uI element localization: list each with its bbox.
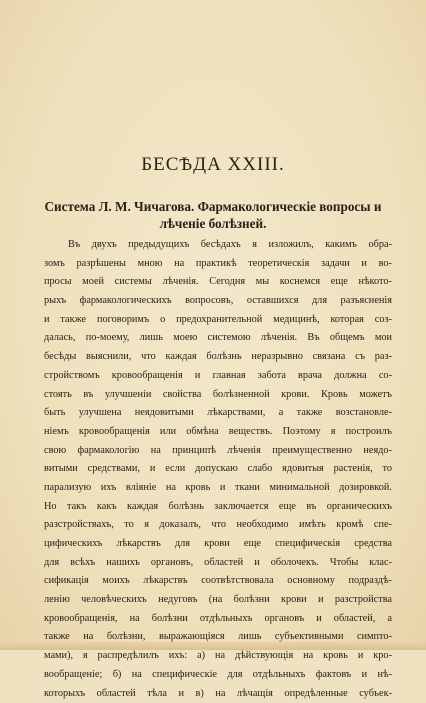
text-line: рыхъ фармакологическихъ вопросовъ, оставшихся для разъясненія — [44, 292, 392, 311]
text-line: витыми средствами, и если допускаю слабо ядовитыя растенія, то — [44, 460, 392, 479]
text-line: просы моей системы лѣченія. Сегодня мы коснемся еще нѣкото- — [44, 273, 392, 292]
text-line: Въ двухъ предыдущихъ бесѣдахъ я изложилъ, какимъ обра- — [44, 236, 392, 255]
text-line: зомъ разрѣшены мною на практикѣ теоретическія задачи и во- — [44, 255, 392, 274]
text-line: Но такъ какъ каждая болѣзнь заключается еще въ органическихъ — [44, 498, 392, 517]
chapter-subtitle: Система Л. М. Чичагова. Фармакологическіе вопросы и лѣченіе болѣзней. — [30, 198, 396, 232]
text-line: мами), я распредѣлилъ ихъ: а) на дѣйствующія на кровь и кро- — [44, 647, 392, 666]
chapter-heading: БЕСѢДА XXIII. — [0, 154, 426, 176]
text-line: быть улучшена неядовитыми лѣкарствами, а также возстановле- — [44, 404, 392, 423]
text-line: также на болѣзни, выражающіяся лишь субъективными симпто- — [44, 628, 392, 647]
text-line: цифическихъ лѣкарствъ для крови еще специфическія средства — [44, 535, 392, 554]
text-line: сификація моихъ лѣкарствъ соотвѣтствовала основному подраздѣ- — [44, 572, 392, 591]
text-line: далась, по-моему, лишь моею системою лѣченія. Въ общемъ мои — [44, 329, 392, 348]
text-line: парализую ихъ вліяніе на кровь и ткани минимальной дозировкой. — [44, 479, 392, 498]
text-line: бесѣды выяснили, что каждая болѣзнь неразрывно связана съ раз- — [44, 348, 392, 367]
text-line: разстройствахъ, то я доказалъ, что необходимо имѣть кромѣ спе- — [44, 516, 392, 535]
text-line: стоять въ улучшеніи свойства болѣзненной крови. Кровь можетъ — [44, 386, 392, 405]
text-line: свою фармакологію на принципѣ лѣченія преимущественно неядо- — [44, 442, 392, 461]
text-line: которыхъ областей тѣла и в) на лѣчащія опредѣленные субъек- — [44, 685, 392, 703]
text-line: и также поговоримъ о предохранительной медицинѣ, которая соз- — [44, 311, 392, 330]
text-line: вообращеніе; б) на специфическіе для отдѣльныхъ фактовъ и нѣ- — [44, 666, 392, 685]
text-line: ленію человѣческихъ недуговъ (на болѣзни крови и разстройства — [44, 591, 392, 610]
text-line: кровообращенія, на болѣзни отдѣльныхъ органовъ и областей, а — [44, 610, 392, 629]
body-text — [44, 236, 392, 703]
text-line: для всѣхъ нашихъ органовъ, областей и оболочекъ. Чтобы клас- — [44, 554, 392, 573]
text-line: ніемъ кровообращенія или обмѣна веществъ. Поэтому я построилъ — [44, 423, 392, 442]
page-edge — [0, 642, 426, 650]
text-line: стройствомъ кровообращенія и главная забота врача должна со- — [44, 367, 392, 386]
